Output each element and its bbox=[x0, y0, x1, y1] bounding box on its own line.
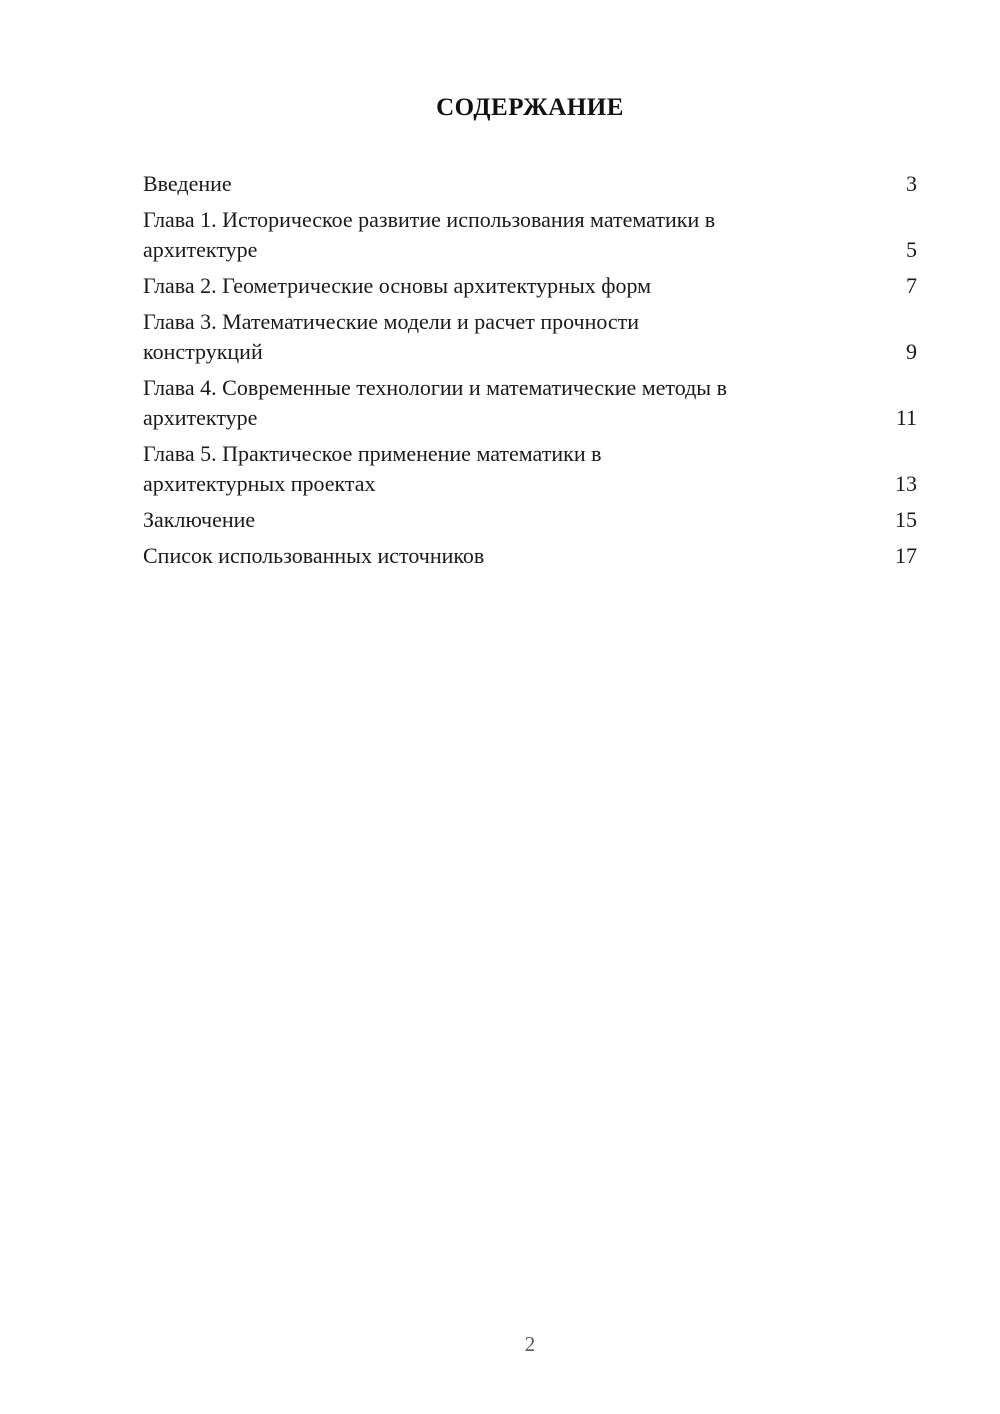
toc-entry-title-line: Глава 5. Практическое применение математики в bbox=[143, 441, 602, 466]
toc-entry-title bbox=[143, 541, 875, 571]
toc-entry-page-number: 5 bbox=[906, 237, 917, 262]
toc-entry-title bbox=[143, 271, 886, 301]
toc-entry-title-line: Глава 1. Историческое развитие использования математики в bbox=[143, 207, 716, 232]
toc-entry-page-number: 9 bbox=[906, 339, 917, 364]
toc-entry-page-number: 7 bbox=[906, 273, 917, 298]
toc-entry-title-line: Глава 4. Современные технологии и математические методы в bbox=[143, 375, 727, 400]
toc-entry-title-line: Введение bbox=[143, 171, 232, 196]
toc-entry-title bbox=[143, 373, 876, 433]
toc-entry-title bbox=[143, 505, 875, 535]
toc-entry-page-number: 3 bbox=[906, 171, 917, 196]
toc-entry-title-line: архитектурных проектах bbox=[143, 471, 376, 496]
footer-page-number: 2 bbox=[524, 1332, 536, 1356]
toc-entry bbox=[143, 439, 917, 499]
toc-entry-page-number: 15 bbox=[895, 507, 917, 532]
toc-entry-title-line: Заключение bbox=[143, 507, 256, 532]
toc-entry-page-number: 13 bbox=[895, 471, 917, 496]
toc-entry-title-line: Глава 3. Математические модели и расчет прочности bbox=[143, 309, 640, 334]
toc-entry-title bbox=[143, 439, 875, 499]
toc-entry bbox=[143, 373, 917, 433]
toc-entry-title bbox=[143, 307, 886, 367]
toc-entry-title-line: архитектуре bbox=[143, 237, 258, 262]
toc-entry-title bbox=[143, 205, 886, 265]
toc-entry-title bbox=[143, 169, 886, 199]
toc-entry bbox=[143, 205, 917, 265]
toc-entry-title-line: конструкций bbox=[143, 339, 263, 364]
toc-entry bbox=[143, 541, 917, 571]
toc-entry bbox=[143, 169, 917, 199]
toc-entry-page-number: 17 bbox=[895, 543, 917, 568]
toc-entry-page-number: 11 bbox=[895, 405, 917, 430]
toc-entry bbox=[143, 307, 917, 367]
toc-list bbox=[143, 169, 917, 577]
toc-entry-title-line: Список использованных источников bbox=[143, 543, 485, 568]
page-title: СОДЕРЖАНИЕ bbox=[436, 94, 624, 121]
toc-entry-title-line: Глава 2. Геометрические основы архитектурных форм bbox=[143, 273, 652, 298]
toc-entry bbox=[143, 271, 917, 301]
toc-entry-title-line: архитектуре bbox=[143, 405, 258, 430]
toc-entry bbox=[143, 505, 917, 535]
